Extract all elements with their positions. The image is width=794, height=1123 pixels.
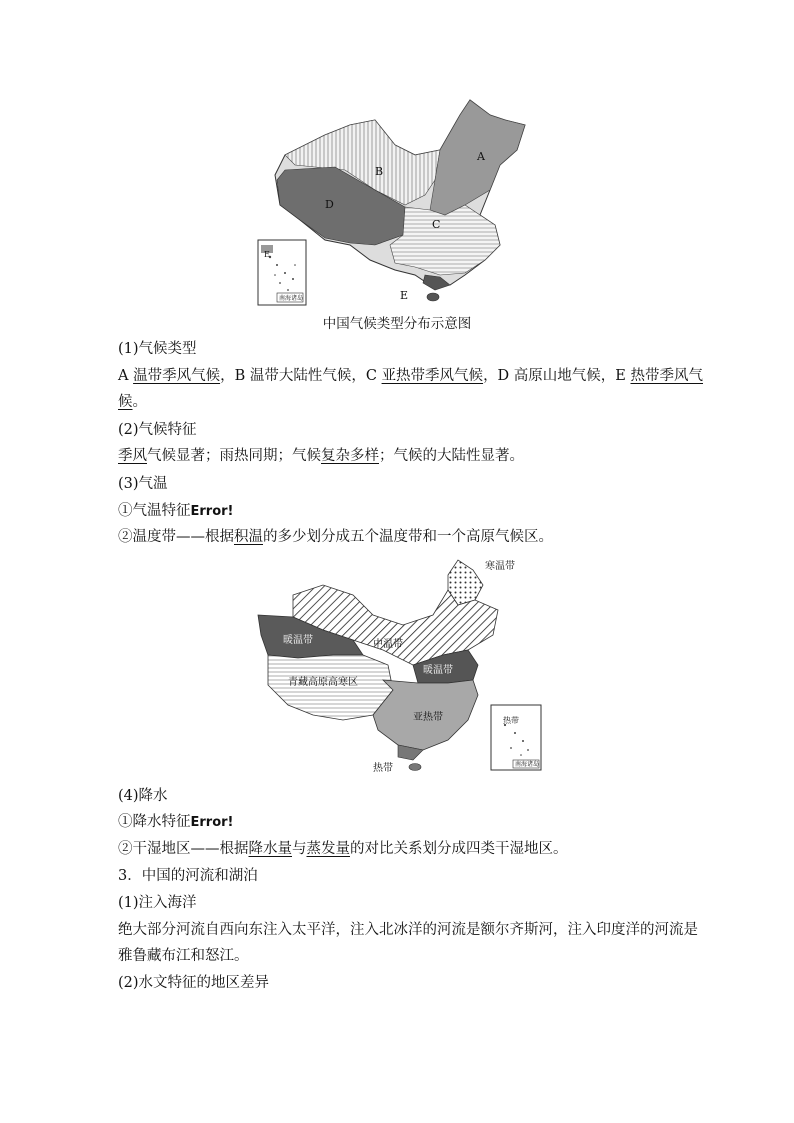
rivers-paragraph-line2: 雅鲁藏布江和怒江。: [118, 948, 249, 964]
label-c: C: [432, 218, 441, 231]
label-b: B: [375, 165, 384, 178]
inset-label-e: E: [264, 250, 270, 259]
label-tropical-inset: 热带: [503, 716, 519, 725]
heading-ocean-outflow: (1)注入海洋: [118, 895, 197, 911]
precipitation-item2: ②干湿地区——根据降水量与蒸发量的对比关系划分成四类干湿地区。: [118, 841, 568, 857]
label-subtropical: 亚热带: [413, 712, 443, 723]
label-warm-temperate-east: 暖温带: [423, 665, 453, 676]
heading-hydrology-differences: (2)水文特征的地区差异: [118, 975, 270, 991]
inset-title: 南海诸岛: [279, 295, 304, 302]
label-mid-temperate: 中温带: [373, 639, 403, 650]
label-tropical: 热带: [373, 763, 393, 774]
label-cold-temperate: 寒温带: [485, 561, 515, 572]
climate-types-line1: A 温带季风气候，B 温带大陆性气候，C 亚热带季风气候，D 高原山地气候，E 热带季风气: [118, 368, 703, 384]
heading-rivers-lakes: 3．中国的河流和湖泊: [118, 868, 258, 884]
rivers-paragraph-line1: 绝大部分河流自西向东注入太平洋，注入北冰洋的河流是额尔齐斯河，注入印度洋的河流是: [118, 922, 698, 938]
climate-type-map: [255, 95, 530, 310]
region-c: [390, 205, 500, 275]
heading-climate-features: (2)气候特征: [118, 422, 197, 438]
label-plateau: 青藏高原高寒区: [288, 677, 358, 688]
label-warm-temperate-west: 暖温带: [283, 635, 313, 646]
map1-caption: 中国气候类型分布示意图: [322, 316, 472, 332]
label-e: E: [400, 289, 409, 302]
heading-temperature: (3)气温: [118, 476, 168, 492]
temperature-item1: ①气温特征Error!: [118, 503, 234, 519]
climate-types-line2: 候。: [118, 394, 147, 410]
label-d: D: [325, 198, 334, 211]
temperature-zone-map: [253, 555, 548, 777]
climate-features-text: 季风气候显著；雨热同期；气候复杂多样；气候的大陆性显著。: [118, 448, 524, 464]
inset-title-2: 南海诸岛: [515, 761, 540, 768]
heading-climate-types: (1)气候类型: [118, 341, 197, 357]
label-a: A: [477, 150, 485, 163]
heading-precipitation: (4)降水: [118, 788, 168, 804]
precipitation-item1: ①降水特征Error!: [118, 814, 234, 830]
temperature-item2: ②温度带——根据积温的多少划分成五个温度带和一个高原气候区。: [118, 529, 553, 545]
